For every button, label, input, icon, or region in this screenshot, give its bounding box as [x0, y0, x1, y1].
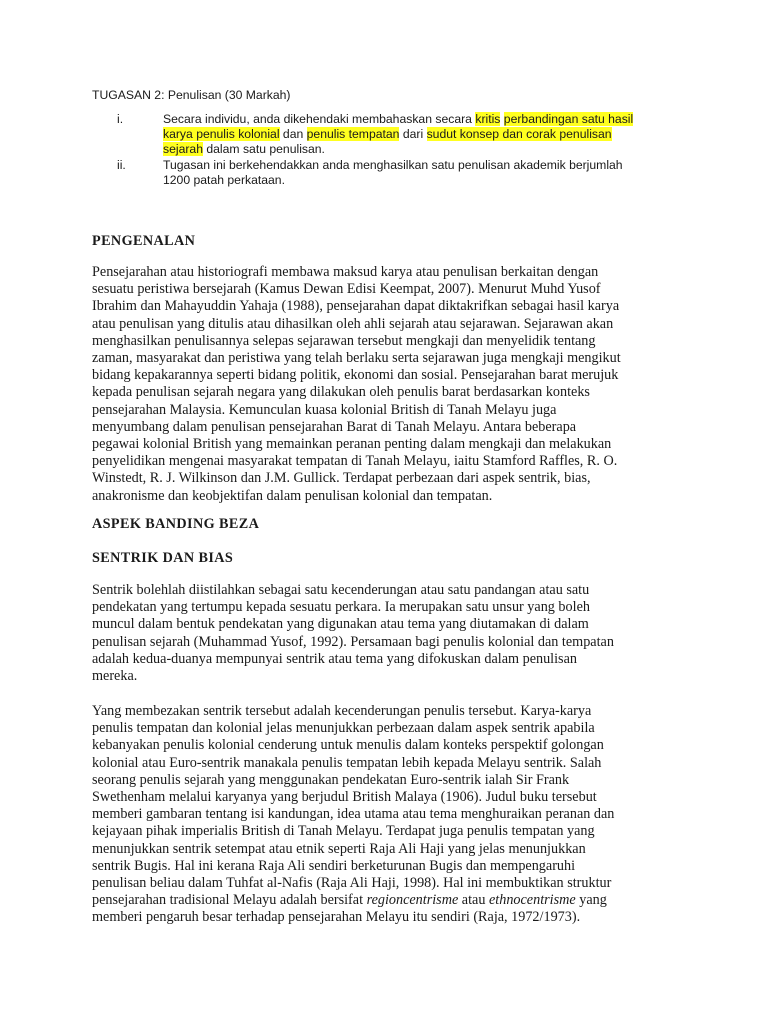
- text-run: pensejarahan Malaysia. Kemunculan kuasa kolonial British di Tanah Melayu juga: [92, 401, 557, 418]
- text-run: menyumbang dalam penulisan pensejarahan Barat di Tanah Melayu. Antara beberapa: [92, 418, 577, 435]
- text-run: dan: [279, 127, 307, 141]
- paragraph-sentrik-1: [92, 582, 692, 685]
- text-line: [92, 264, 692, 281]
- text-run: memberi gambaran tentang isi kandungan, idea utama atau tema menghuraikan peranan dan: [92, 806, 615, 823]
- text-line: [163, 158, 683, 173]
- text-run: memberi pengaruh besar terhadap pensejarahan Melayu itu sendiri (Raja, 1972/1973).: [92, 909, 581, 926]
- task-item-number: i.: [117, 112, 124, 126]
- text-run: anakronisme dan keobjektifan dalam penulisan kolonial dan tempatan.: [92, 487, 493, 504]
- text-line: [92, 772, 692, 789]
- text-run: atau: [458, 892, 489, 909]
- text-line: [92, 668, 692, 685]
- task-item-number: ii.: [117, 158, 126, 172]
- text-run: muncul dalam bentuk pendekatan yang digunakan atau tema yang diutamakan di dalam: [92, 616, 589, 633]
- text-line: [92, 419, 692, 436]
- task-title: TUGASAN 2: Penulisan (30 Markah): [92, 88, 291, 102]
- highlighted-text: perbandingan satu hasil: [503, 112, 634, 126]
- text-line: [163, 127, 683, 142]
- text-line: [92, 720, 692, 737]
- text-line: [92, 616, 692, 633]
- text-run: dari: [399, 127, 427, 141]
- text-run: kebanyakan penulis kolonial cenderung untuk menulis dalam konteks perspektif golongan: [92, 737, 604, 754]
- text-line: [92, 298, 692, 315]
- text-line: [92, 651, 692, 668]
- text-run: Tugasan ini berkehendakkan anda menghasilkan satu penulisan akademik berjumlah: [163, 158, 623, 172]
- text-run: kepada penulisan sejarah negara yang dilakukan oleh penulis barat berdasarkan konteks: [92, 384, 590, 401]
- text-run: zaman, masyarakat dan peristiwa yang telah berlaku serta sejarawan juga mengkaji mengikut: [92, 350, 621, 367]
- text-line: [92, 316, 692, 333]
- text-run: sesuatu peristiwa bersejarah (Kamus Dewan Edisi Keempat, 2007). Menurut Muhd Yusof: [92, 281, 601, 298]
- paragraph-pengenalan: [92, 264, 692, 505]
- text-line: [92, 281, 692, 298]
- text-line: [92, 703, 692, 720]
- highlighted-text: penulis tempatan: [306, 127, 400, 141]
- highlighted-text: sudut konsep dan corak penulisan: [426, 127, 612, 141]
- text-line: [92, 488, 692, 505]
- text-line: [92, 453, 692, 470]
- text-run: Swethenham melalui karyanya yang berjudul British Malaya (1906). Judul buku tersebut: [92, 789, 597, 806]
- text-run: seorang penulis sejarah yang menggunakan pendekatan Euro-sentrik ialah Sir Frank: [92, 771, 570, 788]
- text-line: [163, 173, 683, 188]
- task-item-text: [163, 112, 683, 157]
- text-run: bidang kepakarannya seperti bidang politik, ekonomi dan sosial. Pensejarahan barat merujuk: [92, 367, 619, 384]
- text-run: Secara individu, anda dikehendaki membahaskan secara: [163, 112, 476, 126]
- text-run: penulis tempatan dan kolonial jelas menunjukkan perbezaan dalam aspek sentrik apabila: [92, 720, 595, 737]
- text-line: [92, 350, 692, 367]
- text-line: [92, 875, 692, 892]
- text-line: [92, 841, 692, 858]
- text-run: mereka.: [92, 668, 138, 685]
- text-line: [92, 402, 692, 419]
- text-line: [163, 142, 683, 157]
- text-run: pendekatan yang tertumpu kepada sesuatu perkara. Ia merupakan satu unsur yang boleh: [92, 599, 590, 616]
- text-run: penyelidikan mengenai masyarakat tempatan di Tanah Melayu, iaitu Stamford Raffles, R. O.: [92, 453, 618, 470]
- task-item-text: [163, 158, 683, 188]
- text-line: [92, 806, 692, 823]
- text-line: [92, 384, 692, 401]
- text-run: atau penulisan yang ditulis atau dihasilkan oleh ahli sejarah atau sejarawan. Sejarawan akan: [92, 315, 614, 332]
- text-line: [92, 634, 692, 651]
- text-run: kejayaan pihak imperialis British di Tanah Melayu. Terdapat juga penulis tempatan yang: [92, 823, 595, 840]
- text-run: Sentrik bolehlah diistilahkan sebagai satu kecenderungan atau satu pandangan atau satu: [92, 582, 590, 598]
- text-line: [92, 858, 692, 875]
- italic-text: regioncentrisme: [366, 892, 459, 909]
- text-line: [92, 909, 692, 926]
- text-run: Pensejarahan atau historiografi membawa maksud karya atau penulisan berkaitan dengan: [92, 264, 599, 280]
- text-run: penulisan beliau dalam Tuhfat al-Nafis (Raja Ali Haji, 1998). Hal ini membuktikan struktur: [92, 875, 612, 892]
- text-line: [92, 823, 692, 840]
- text-run: sentrik Bugis. Hal ini kerana Raja Ali sendiri berketurunan Bugis dan mempengaruhi: [92, 857, 576, 874]
- highlighted-text: karya penulis kolonial: [163, 127, 280, 141]
- text-line: [92, 436, 692, 453]
- text-line: [92, 599, 692, 616]
- text-run: kolonial atau Euro-sentrik manakala penulis tempatan lebih kepada Melayu sentrik. Salah: [92, 754, 602, 771]
- text-line: [92, 367, 692, 384]
- text-line: [92, 789, 692, 806]
- text-line: [92, 333, 692, 350]
- highlighted-text: kritis: [475, 112, 501, 126]
- italic-text: ethnocentrisme: [488, 892, 576, 909]
- section-heading-aspek-banding-beza: ASPEK BANDING BEZA: [92, 516, 260, 532]
- paragraph-sentrik-2: [92, 703, 692, 927]
- text-run: pegawai kolonial British yang memainkan peranan penting dalam mengkaji dan melakukan: [92, 436, 612, 453]
- text-run: adalah kedua-duanya mempunyai sentrik atau tema yang difokuskan dalam penulisan: [92, 650, 577, 667]
- highlighted-text: sejarah: [163, 142, 203, 156]
- text-run: menghasilkan penulisannya selepas sejarawan tersebut mengkaji dan menyelidik tentang: [92, 332, 596, 349]
- text-line: [92, 737, 692, 754]
- text-line: [92, 892, 692, 909]
- text-run: pensejarahan tradisional Melayu adalah bersifat: [92, 892, 367, 909]
- text-line: [92, 470, 692, 487]
- section-heading-sentrik-dan-bias: SENTRIK DAN BIAS: [92, 550, 234, 566]
- text-line: [92, 582, 692, 599]
- text-line: [92, 755, 692, 772]
- text-run: Winstedt, R. J. Wilkinson dan J.M. Gullick. Terdapat perbezaan dari aspek sentrik, bias,: [92, 470, 591, 487]
- text-run: Ibrahim dan Mahayuddin Yahaja (1988), pensejarahan dapat diktakrifkan sebagai hasil karya: [92, 298, 620, 315]
- text-run: yang: [575, 892, 607, 909]
- text-run: dalam satu penulisan.: [202, 142, 325, 156]
- text-run: menunjukkan sentrik setempat atau etnik seperti Raja Ali Haji yang jelas menunjukkan: [92, 840, 586, 857]
- text-line: [163, 112, 683, 127]
- text-run: penulisan sejarah (Muhammad Yusof, 1992). Persamaan bagi penulis kolonial dan tempatan: [92, 633, 614, 650]
- section-heading-pengenalan: PENGENALAN: [92, 233, 196, 249]
- text-run: 1200 patah perkataan.: [163, 173, 285, 187]
- text-run: Yang membezakan sentrik tersebut adalah kecenderungan penulis tersebut. Karya-karya: [92, 703, 592, 719]
